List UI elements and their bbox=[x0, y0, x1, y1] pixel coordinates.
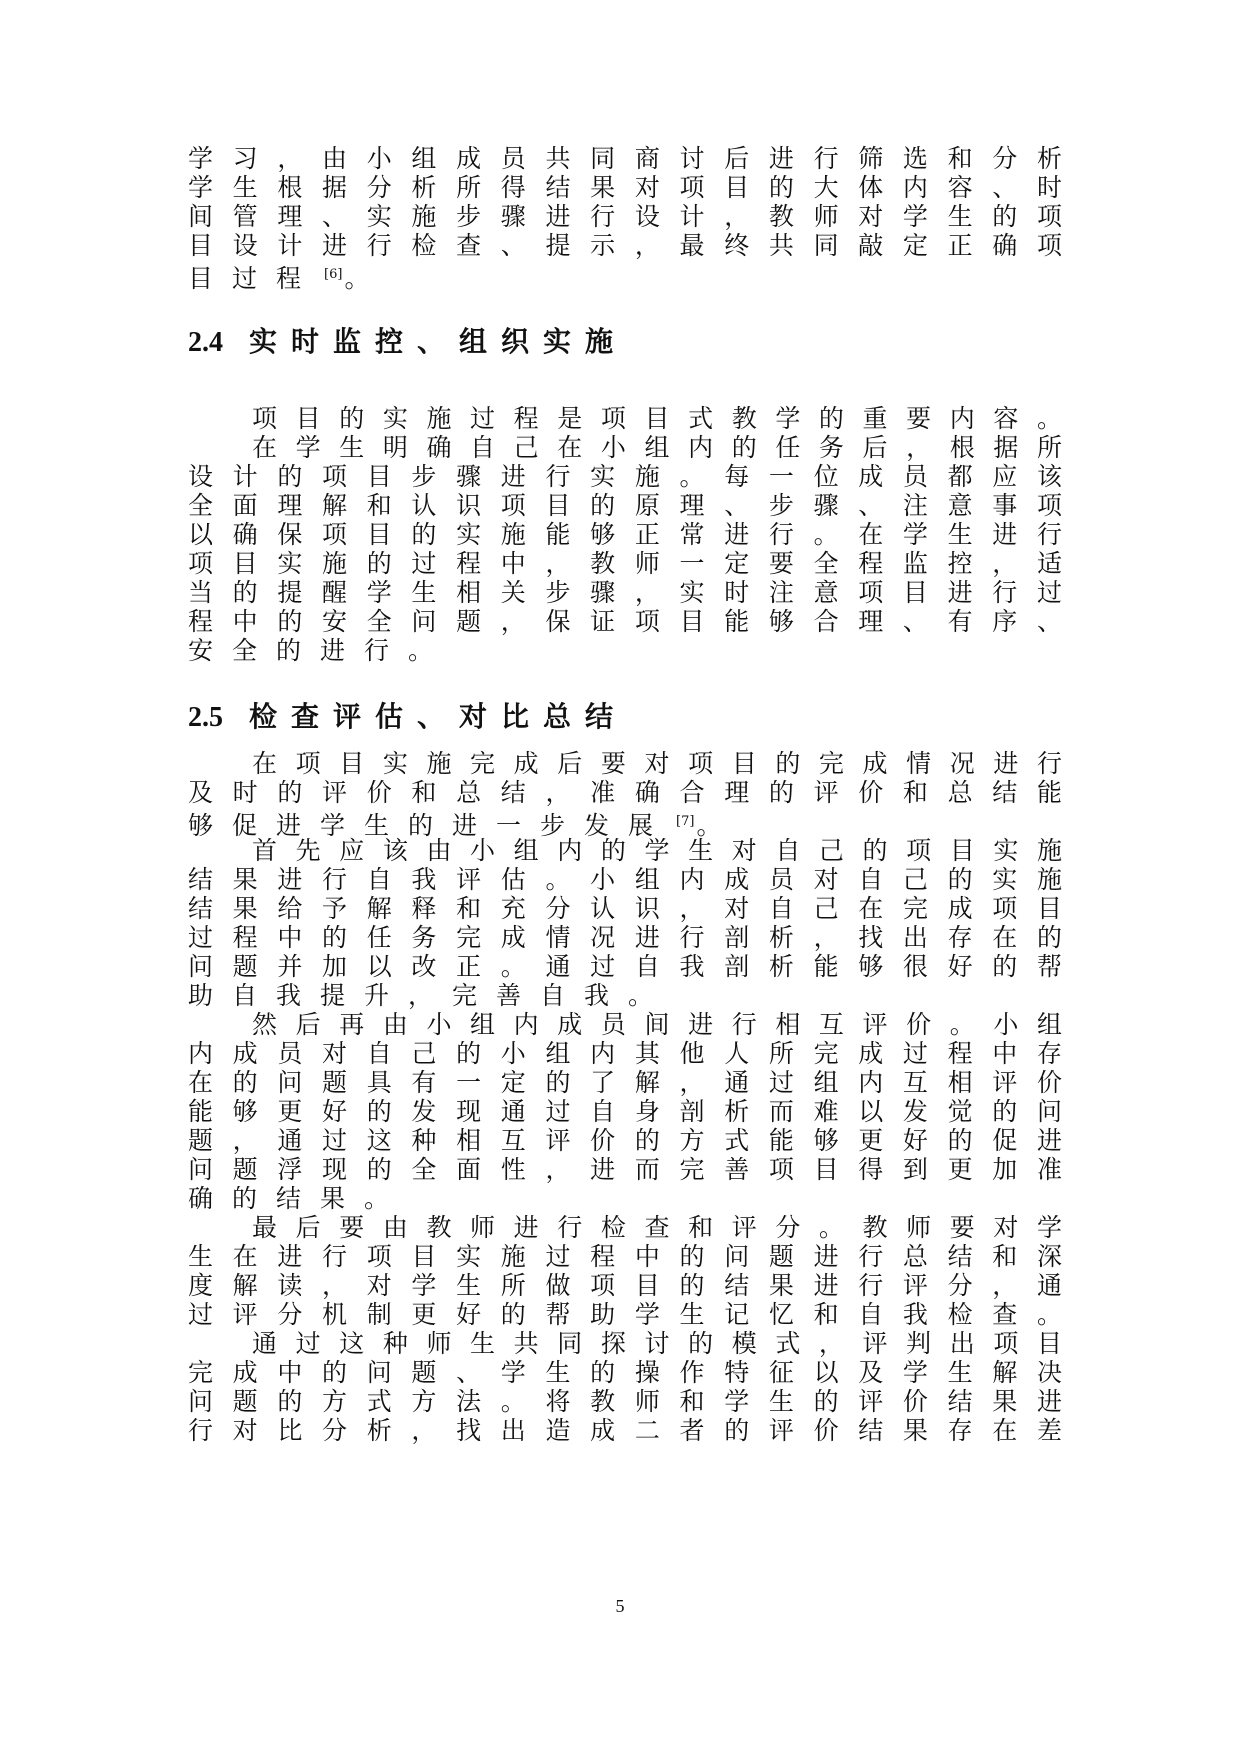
body-text: 目过程 bbox=[188, 264, 321, 293]
body-line: 学习，由小组成员共同商讨后进行筛选和分析 bbox=[188, 144, 1063, 173]
section-heading bbox=[188, 322, 627, 362]
body-line: 目设计进行检查、提示，最终共同敲定正确项 bbox=[188, 231, 1063, 260]
section-heading bbox=[188, 697, 627, 737]
body-line: 问题并加以改正。通过自我剖析能够很好的帮 bbox=[188, 952, 1063, 981]
body-line: 学生根据分析所得结果对项目的大体内容、时 bbox=[188, 173, 1063, 202]
section-number: 2.5 bbox=[188, 702, 223, 733]
body-text: 。 bbox=[696, 811, 741, 840]
body-line: 结果进行自我评估。小组内成员对自己的实施 bbox=[188, 865, 1063, 894]
body-line: 首先应该由小组内的学生对自己的项目实施 bbox=[252, 836, 1063, 865]
section-number: 2.4 bbox=[188, 327, 223, 358]
body-line: 内成员对自己的小组内其他人所完成过程中存 bbox=[188, 1039, 1063, 1068]
body-line: 设计的项目步骤进行实施。每一位成员都应该 bbox=[188, 462, 1063, 491]
body-line: 题，通过这种相互评价的方式能够更好的促进 bbox=[188, 1126, 1063, 1155]
body-line: 然后再由小组内成员间进行相互评价。小组 bbox=[252, 1010, 1063, 1039]
citation-ref: [7] bbox=[676, 814, 695, 829]
body-line: 在的问题具有一定的了解，通过组内互相评价 bbox=[188, 1068, 1063, 1097]
body-line: 问题浮现的全面性，进而完善项目得到更加准 bbox=[188, 1155, 1063, 1184]
body-line: 结果给予解释和充分认识，对自己在完成项目 bbox=[188, 894, 1063, 923]
section-title: 实时监控、组织实施 bbox=[249, 325, 628, 358]
body-line: 当的提醒学生相关步骤，实时注意项目进行过 bbox=[188, 578, 1063, 607]
body-line: 项目实施的过程中，教师一定要全程监控，适 bbox=[188, 549, 1063, 578]
body-line: 间管理、实施步骤进行设计，教师对学生的项 bbox=[188, 202, 1063, 231]
body-line: 行对比分析，找出造成二者的评价结果存在差 bbox=[188, 1416, 1063, 1445]
body-text: 够促进学生的进一步发展 bbox=[188, 811, 673, 840]
body-line: 在学生明确自己在小组内的任务后，根据所 bbox=[252, 433, 1063, 462]
body-line bbox=[188, 259, 1063, 291]
body-line: 项目的实施过程是项目式教学的重要内容。 bbox=[252, 404, 1063, 433]
body-line: 以确保项目的实施能够正常进行。在学生进行 bbox=[188, 520, 1063, 549]
body-line: 确的结果。 bbox=[188, 1184, 409, 1213]
body-line: 在项目实施完成后要对项目的完成情况进行 bbox=[252, 749, 1063, 778]
body-line: 度解读，对学生所做项目的结果进行评分，通 bbox=[188, 1271, 1063, 1300]
body-text: 。 bbox=[344, 264, 389, 293]
body-line: 过评分机制更好的帮助学生记忆和自我检查。 bbox=[188, 1300, 1063, 1329]
body-line: 助自我提升，完善自我。 bbox=[188, 981, 673, 1010]
body-line: 安全的进行。 bbox=[188, 636, 453, 665]
body-line: 全面理解和认识项目的原理、步骤、注意事项 bbox=[188, 491, 1063, 520]
body-line: 完成中的问题、学生的操作特征以及学生解决 bbox=[188, 1358, 1063, 1387]
citation-ref: [6] bbox=[324, 267, 343, 282]
body-line: 问题的方式方法。将教师和学生的评价结果进 bbox=[188, 1387, 1063, 1416]
body-line: 及时的评价和总结，准确合理的评价和总结能 bbox=[188, 778, 1063, 807]
body-line: 通过这种师生共同探讨的模式，评判出项目 bbox=[252, 1329, 1063, 1358]
body-line: 程中的安全问题，保证项目能够合理、有序、 bbox=[188, 607, 1063, 636]
body-line: 最后要由教师进行检查和评分。教师要对学 bbox=[252, 1213, 1063, 1242]
page-number: 5 bbox=[615, 1596, 625, 1616]
section-title: 检查评估、对比总结 bbox=[249, 700, 628, 733]
body-line: 生在进行项目实施过程中的问题进行总结和深 bbox=[188, 1242, 1063, 1271]
body-line: 过程中的任务完成情况进行剖析，找出存在的 bbox=[188, 923, 1063, 952]
body-line: 能够更好的发现通过自身剖析而难以发觉的问 bbox=[188, 1097, 1063, 1126]
body-line bbox=[188, 806, 1063, 838]
